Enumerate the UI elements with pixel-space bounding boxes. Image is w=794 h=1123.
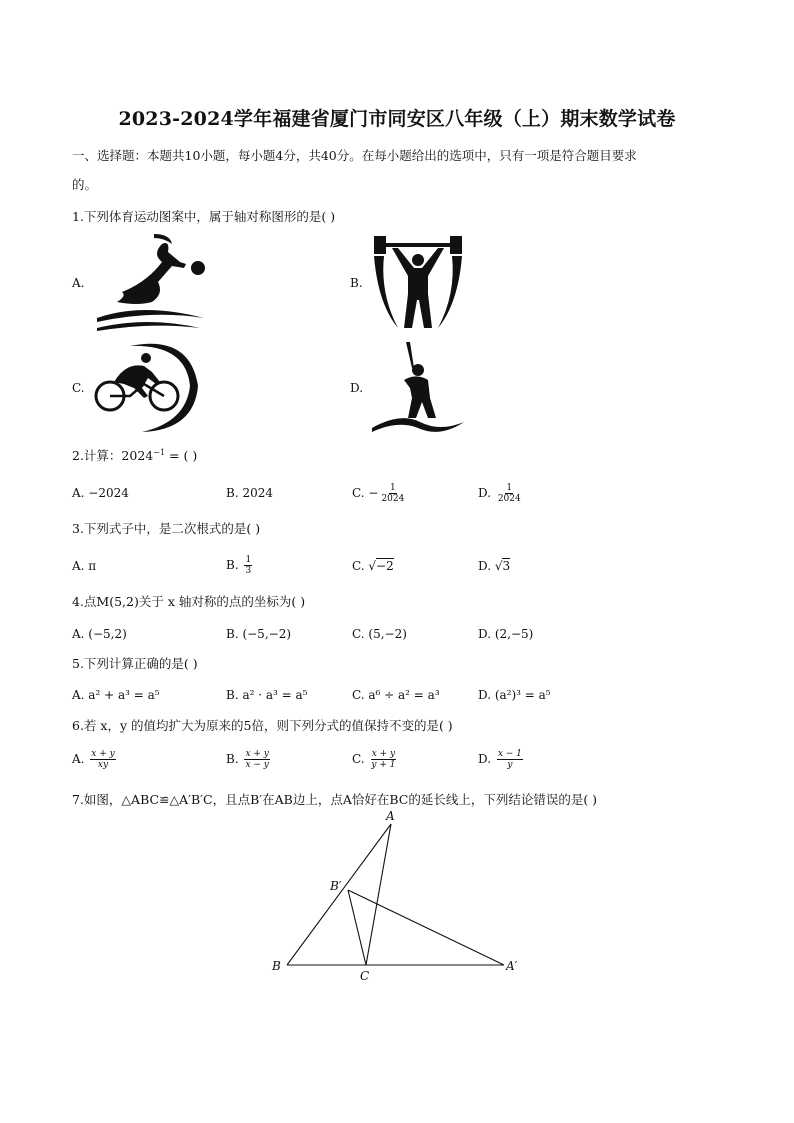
- q1-option-a-label: A.: [72, 276, 85, 290]
- q2-option-b: B. 2024: [226, 486, 273, 500]
- q3-option-a: A. π: [72, 559, 97, 573]
- q2-option-d-numerator: 1: [506, 483, 513, 493]
- section-instructions-line2: 的。: [72, 177, 98, 192]
- q5-option-b: B. a² · a³ = a⁵: [226, 688, 308, 702]
- q6-option-d-numerator: x − 1: [497, 749, 522, 759]
- q6-option-d-prefix: D.: [478, 752, 495, 766]
- q6-option-c-prefix: C.: [352, 752, 369, 766]
- cyclist-icon: [90, 338, 202, 434]
- golfer-icon: [370, 340, 466, 436]
- q3-option-b: [226, 555, 252, 576]
- q2-option-d-prefix: D.: [478, 486, 495, 500]
- q6-option-c: [352, 749, 396, 770]
- q4-option-d: D. (2,−5): [478, 627, 534, 641]
- q2-option-d: [478, 483, 522, 504]
- q6-option-b-numerator: x + y: [245, 749, 269, 759]
- q2-option-d-denominator: 2024: [497, 494, 521, 504]
- q6-option-a-numerator: x + y: [91, 749, 115, 759]
- q1-option-b-label: B.: [350, 276, 363, 290]
- q3-stem: 3.下列式子中，是二次根式的是( ): [72, 521, 261, 536]
- q6-option-c-fraction: [370, 749, 396, 770]
- point-label-b-prime: B′: [330, 879, 342, 893]
- q6-option-a: [72, 749, 116, 770]
- q6-stem: 6.若 x，y 的值均扩大为原来的5倍，则下列分式的值保持不变的是( ): [72, 718, 453, 733]
- q2-option-c-numerator: 1: [390, 483, 396, 493]
- q6-option-b-fraction: [244, 749, 269, 770]
- q6-option-b-prefix: B.: [226, 752, 243, 766]
- q2-option-c-prefix: C. −: [352, 486, 379, 500]
- q3-option-d-radicand: 3: [502, 559, 511, 573]
- q2-stem: [72, 448, 197, 464]
- q4-option-b: B. (−5,−2): [226, 627, 292, 641]
- q5-option-a: A. a² + a³ = a⁵: [72, 688, 160, 702]
- q6-option-b-denominator: x − y: [245, 760, 269, 770]
- segment-ba: [287, 824, 391, 965]
- q7-triangle-diagram: [262, 810, 532, 990]
- q6-option-d-fraction: [497, 749, 523, 770]
- q4-option-c: C. (5,−2): [352, 627, 407, 641]
- q6-option-b: [226, 749, 270, 770]
- q3-option-c-radicand: −2: [376, 559, 394, 573]
- q5-option-c: C. a⁶ ÷ a² = a³: [352, 688, 440, 702]
- q2-stem-suffix: = ( ): [165, 448, 198, 463]
- q2-option-c: [352, 483, 405, 504]
- q6-option-a-denominator: xy: [97, 760, 109, 770]
- section-instructions-line1: 一、选择题：本题共10小题，每小题4分，共40分。在每小题给出的选项中，只有一项是符合题目要求: [72, 148, 637, 163]
- q3-option-b-fraction: [244, 555, 252, 576]
- q6-option-d-denominator: y: [507, 760, 513, 770]
- q3-option-d-prefix: D.: [478, 559, 495, 573]
- q2-option-a: A. −2024: [72, 486, 129, 500]
- q3-option-b-prefix: B.: [226, 558, 243, 572]
- q2-stem-prefix: 2.计算：2024: [72, 448, 154, 463]
- point-label-a-prime: A′: [506, 959, 518, 973]
- q2-option-c-denominator: 2024: [381, 494, 405, 504]
- sqrt-icon: √: [368, 559, 377, 573]
- q6-option-c-denominator: y + 1: [371, 760, 396, 770]
- q3-option-d: [478, 558, 510, 574]
- q7-stem: 7.如图，△ABC≌△A′B′C，且点B′在AB边上，点A恰好在BC的延长线上，下列结论错误的是( ): [72, 792, 598, 807]
- q4-option-a: A. (−5,2): [72, 627, 127, 641]
- segment-b-prime-a-prime: [348, 890, 504, 965]
- q6-option-a-fraction: [90, 749, 115, 770]
- q4-stem: 4.点M(5,2)关于 x 轴对称的点的坐标为( ): [72, 594, 306, 609]
- q6-option-a-prefix: A.: [72, 752, 89, 766]
- q2-option-d-fraction: [497, 483, 522, 504]
- segment-ac: [366, 824, 391, 965]
- q3-option-c: [352, 558, 394, 574]
- q6-option-c-numerator: x + y: [371, 749, 396, 759]
- volleyball-player-icon: [92, 232, 210, 332]
- point-label-b: B: [272, 959, 281, 973]
- q5-stem: 5.下列计算正确的是( ): [72, 656, 198, 671]
- q6-option-d: [478, 749, 523, 770]
- q3-option-b-denominator: 3: [245, 566, 252, 576]
- q2-stem-exponent: −1: [153, 447, 166, 457]
- q1-option-c-label: C.: [72, 381, 85, 395]
- weightlifter-icon: [370, 234, 466, 332]
- q3-option-c-prefix: C.: [352, 559, 369, 573]
- sqrt-icon: √: [494, 559, 503, 573]
- q3-option-b-numerator: 1: [245, 555, 252, 565]
- point-label-c: C: [360, 969, 370, 983]
- q1-stem: 1.下列体育运动图案中，属于轴对称图形的是( ): [72, 209, 336, 224]
- q5-option-d: D. (a²)³ = a⁵: [478, 688, 551, 702]
- point-label-a: A: [386, 810, 395, 823]
- q1-option-d-label: D.: [350, 381, 364, 395]
- page-title: 2023-2024学年福建省厦门市同安区八年级（上）期末数学试卷: [118, 108, 676, 130]
- q2-option-c-fraction: [380, 483, 405, 504]
- segment-b-prime-c: [348, 890, 366, 965]
